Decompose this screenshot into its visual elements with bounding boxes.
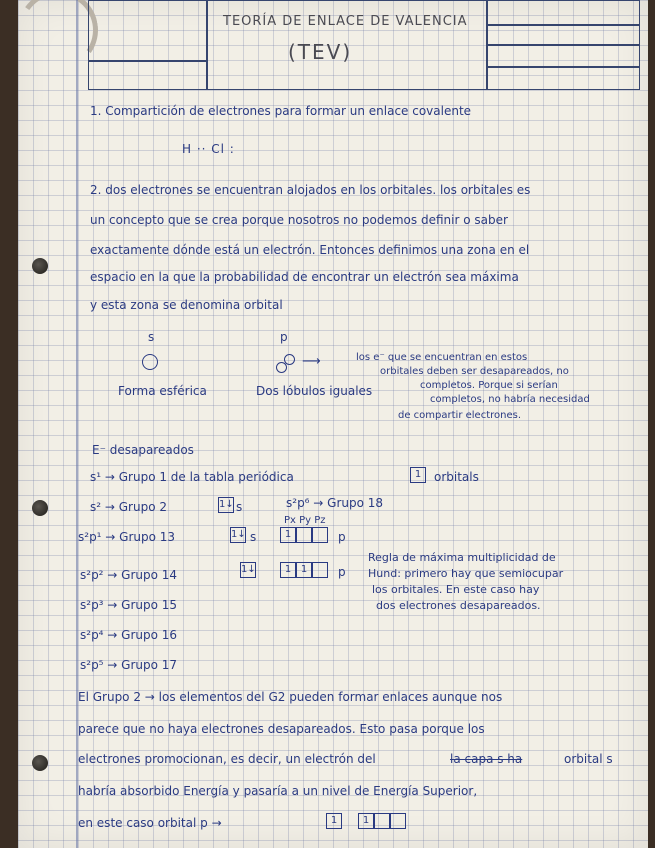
punch-hole [32,258,48,274]
group-line: s²p⁶ → Grupo 18 [286,496,384,510]
note-line: los e⁻ que se encuentran en estos [356,352,528,363]
s-orbital-label: s [148,330,155,344]
p-orbital-label: p [280,330,288,344]
note-line: exactamente dónde está un electrón. Entonces definimos una zona en el [90,243,530,257]
orbital-box: 1↓ [230,527,246,543]
orbital-box: 1 [280,562,296,578]
group-line: s²p⁴ → Grupo 16 [80,628,178,642]
orbital-box [390,813,406,829]
note-line-b: orbital s [564,752,613,766]
orbital-label: s [236,500,243,514]
note-line: un concepto que se crea porque nosotros no podemos definir o saber [90,213,508,227]
header-box-left [88,0,208,90]
note-line: habría absorbido Energía y pasaría a un nivel de Energía Superior, [78,784,478,798]
orbital-box: 1 [358,813,374,829]
note-line: orbitales deben ser desapareados, no [380,366,569,377]
orbital-box [312,562,328,578]
orbital-box [296,527,312,543]
orbital-label: p [338,530,346,544]
note-line: 2. dos electrones se encuentran alojados en los orbitales. los orbitales es [90,183,531,197]
group-line: s²p⁵ → Grupo 17 [80,658,178,672]
orbital-label: p [338,565,346,579]
notebook-page [18,0,648,848]
note-line: los orbitales. En este caso hay [372,583,540,596]
punch-hole [32,500,48,516]
header-divider [486,44,640,46]
header-divider [486,24,640,26]
note-line-a: electrones promocionan, es decir, un electrón del [78,752,376,766]
p-orbital-caption: Dos lóbulos iguales [256,384,373,398]
note-line: espacio en la que la probabilidad de encontrar un electrón sea máxima [90,270,519,284]
note-line: en este caso orbital p → [78,816,222,830]
section-heading: E⁻ desapareados [92,443,194,457]
margin-line [76,0,78,848]
s-orbital-caption: Forma esférica [118,384,207,398]
note-line: Hund: primero hay que semiocupar [368,567,564,580]
note-line: completos, no habría necesidad [430,394,590,405]
p-orbital-lobe [284,354,295,365]
note-line: de compartir electrones. [398,410,522,421]
s-orbital-sphere [142,354,158,370]
orbital-box [374,813,390,829]
orbital-box: 1↓ [218,497,234,513]
group-line: s²p¹ → Grupo 13 [78,530,176,544]
page-title: TEORÍA DE ENLACE DE VALENCIA [223,14,468,29]
orbital-box: 1 [280,527,296,543]
group-line: s¹ → Grupo 1 de la tabla periódica [90,470,294,484]
orbital-box: 1 [296,562,312,578]
note-line: parece que no haya electrones desapareados. Esto pasa porque los [78,722,485,736]
orbital-box: 1 [326,813,342,829]
note-line: Regla de máxima multiplicidad de [368,551,556,564]
orbital-box [312,527,328,543]
arrow-icon: ⟶ [302,354,321,369]
note-line: completos. Porque si serían [420,380,558,391]
lewis-structure: H ·· Cl : [182,142,235,156]
page-subtitle: (TEV) [288,40,353,64]
note-line: dos electrones desapareados. [376,599,541,612]
struck-text: la capa s ha [450,752,523,766]
header-divider [486,66,640,68]
punch-hole [32,755,48,771]
note-line: 1. Compartición de electrones para formar un enlace covalente [90,104,472,118]
orbital-label: s [250,530,257,544]
orbital-box: 1 [410,467,426,483]
group-line: s²p² → Grupo 14 [80,568,178,582]
group-line: s² → Grupo 2 [90,500,167,514]
group-line-tail: orbitals [434,470,479,484]
header-divider [88,60,208,62]
note-line: y esta zona se denomina orbital [90,298,283,312]
group-line: s²p³ → Grupo 15 [80,598,178,612]
p-subshell-labels: Px Py Pz [284,515,326,526]
orbital-box: 1↓ [240,562,256,578]
note-line: El Grupo 2 → los elementos del G2 pueden formar enlaces aunque nos [78,690,503,704]
